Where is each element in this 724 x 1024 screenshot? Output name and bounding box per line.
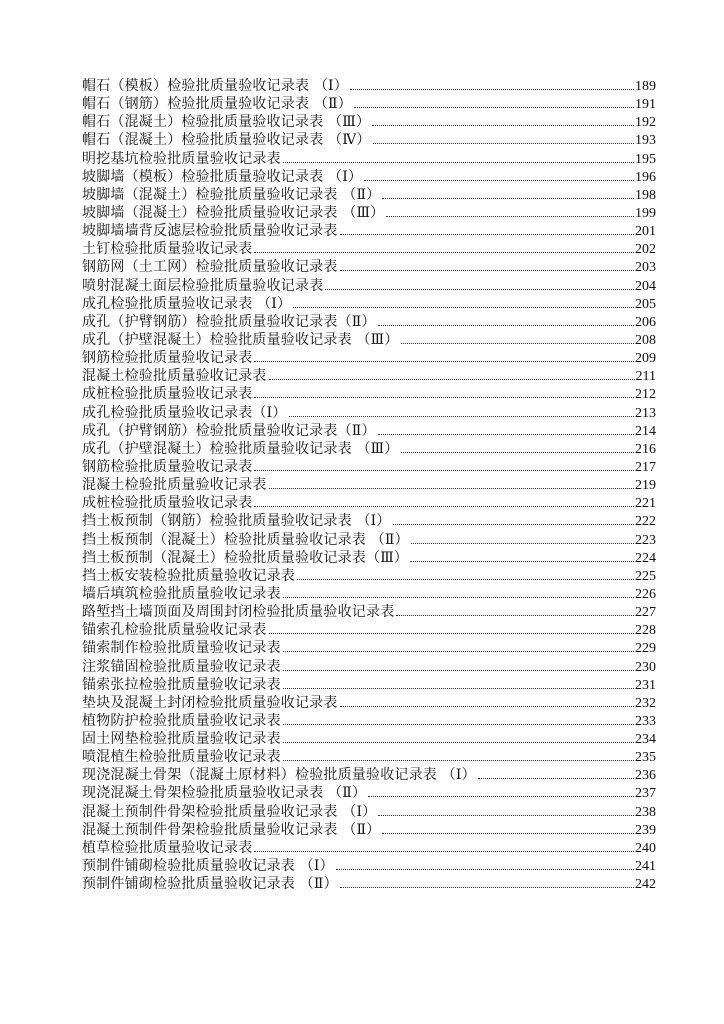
- toc-entry-page-number: 242: [635, 877, 656, 893]
- toc-entry-title: 固土网垫检验批质量验收记录表: [82, 731, 281, 748]
- toc-entry-page-number: 208: [635, 332, 656, 348]
- toc-entry-page-number: 209: [635, 351, 656, 367]
- toc-entry[interactable]: [82, 694, 656, 712]
- dot-leader: [382, 833, 634, 834]
- toc-entry-title: 明挖基坑检验批质量验收记录表: [82, 150, 281, 167]
- toc-entry-page-number: 189: [635, 79, 656, 94]
- toc-entry-page-number: 203: [635, 260, 656, 276]
- toc-entry-page-number: 213: [635, 405, 656, 421]
- dot-leader: [325, 289, 634, 290]
- toc-entry-page-number: 206: [635, 314, 656, 330]
- toc-entry-title: 混凝土检验批质量验收记录表: [82, 477, 267, 494]
- toc-entry-page-number: 234: [635, 732, 656, 748]
- toc-entry-page-number: 204: [635, 278, 656, 294]
- toc-entry-title: 成孔检验批质量验收记录表（Ⅰ）: [82, 404, 287, 421]
- toc-entry-title: 预制件铺砌检验批质量验收记录表 （Ⅰ）: [82, 858, 334, 875]
- dot-leader: [372, 125, 634, 126]
- toc-entry-title: 植物防护检验批质量验收记录表: [82, 712, 281, 729]
- dot-leader: [340, 270, 634, 271]
- toc-entry[interactable]: [82, 567, 656, 585]
- toc-entry-page-number: 217: [635, 459, 656, 475]
- toc-entry-page-number: 226: [635, 586, 656, 602]
- dot-leader: [340, 706, 634, 707]
- toc-entry[interactable]: [82, 422, 656, 440]
- toc-entry-title: 混凝土预制件骨架检验批质量验收记录表 （Ⅱ）: [82, 821, 381, 838]
- toc-entry-title: 锚索张拉检验批质量验收记录表: [82, 676, 281, 693]
- toc-entry[interactable]: [82, 168, 656, 186]
- toc-entry[interactable]: [82, 531, 656, 549]
- dot-leader: [269, 633, 634, 634]
- toc-entry-page-number: 205: [635, 296, 656, 312]
- toc-entry[interactable]: [82, 440, 656, 458]
- toc-entry[interactable]: [82, 748, 656, 766]
- toc-entry[interactable]: [82, 603, 656, 621]
- toc-entry-title: 垫块及混凝土封闭检验批质量验收记录表: [82, 694, 338, 711]
- toc-entry[interactable]: [82, 349, 656, 367]
- dot-leader: [393, 524, 634, 525]
- toc-entry-title: 成桩检验批质量验收记录表: [82, 495, 253, 512]
- dot-leader: [293, 307, 634, 308]
- toc-entry[interactable]: [82, 77, 656, 95]
- toc-entry-title: 坡脚墙（模板）检验批质量验收记录表 （Ⅰ）: [82, 168, 363, 185]
- dot-leader: [283, 688, 634, 689]
- toc-entry[interactable]: [82, 295, 656, 313]
- toc-entry-title: 注浆锚固检验批质量验收记录表: [82, 658, 281, 675]
- toc-entry-title: 钢筋网（土工网）检验批质量验收记录表: [82, 259, 338, 276]
- toc-entry-title: 喷射混凝土面层检验批质量验收记录表: [82, 277, 324, 294]
- toc-entry-page-number: 238: [635, 804, 656, 820]
- toc-entry[interactable]: [82, 131, 656, 149]
- toc-entry[interactable]: [82, 621, 656, 639]
- toc-entry[interactable]: [82, 839, 656, 857]
- toc-entry[interactable]: [82, 204, 656, 222]
- dot-leader: [254, 397, 634, 398]
- dot-leader: [378, 325, 634, 326]
- toc-entry-title: 钢筋检验批质量验收记录表: [82, 458, 253, 475]
- toc-entry-page-number: 214: [635, 423, 656, 439]
- toc-entry-title: 帽石（混凝土）检验批质量验收记录表 （Ⅳ）: [82, 132, 371, 149]
- toc-entry-title: 钢筋检验批质量验收记录表: [82, 350, 253, 367]
- dot-leader: [254, 851, 634, 852]
- dot-leader: [269, 488, 634, 489]
- dot-leader: [478, 778, 634, 779]
- dot-leader: [283, 742, 634, 743]
- toc-entry-page-number: 202: [635, 242, 656, 258]
- toc-entry-title: 混凝土预制件骨架检验批质量验收记录表 （Ⅰ）: [82, 803, 377, 820]
- toc-entry-title: 坡脚墙（混凝土）检验批质量验收记录表 （Ⅱ）: [82, 186, 381, 203]
- toc-entry[interactable]: [82, 494, 656, 512]
- toc-entry[interactable]: [82, 585, 656, 603]
- dot-leader: [354, 107, 634, 108]
- toc-entry[interactable]: [82, 549, 656, 567]
- toc-entry-title: 喷混植生检验批质量验收记录表: [82, 749, 281, 766]
- toc-entry-page-number: 230: [635, 659, 656, 675]
- toc-entry[interactable]: [82, 766, 656, 784]
- toc-entry[interactable]: [82, 313, 656, 331]
- toc-entry[interactable]: [82, 258, 656, 276]
- toc-entry-title: 锚索制作检验批质量验收记录表: [82, 640, 281, 657]
- toc-entry[interactable]: [82, 730, 656, 748]
- toc-entry[interactable]: [82, 676, 656, 694]
- toc-entry[interactable]: [82, 712, 656, 730]
- toc-entry[interactable]: [82, 476, 656, 494]
- toc-entry[interactable]: [82, 367, 656, 385]
- toc-entry[interactable]: [82, 784, 656, 802]
- dot-leader: [350, 89, 634, 90]
- dot-leader: [297, 579, 634, 580]
- dot-leader: [269, 379, 635, 380]
- toc-entry-page-number: 223: [635, 532, 656, 548]
- toc-entry[interactable]: [82, 512, 656, 530]
- toc-entry-title: 挡土板安装检验批质量验收记录表: [82, 567, 295, 584]
- toc-entry-page-number: 199: [635, 205, 656, 221]
- table-of-contents: [82, 77, 656, 893]
- dot-leader: [364, 180, 634, 181]
- toc-entry[interactable]: [82, 875, 656, 893]
- dot-leader: [283, 760, 634, 761]
- toc-entry-page-number: 224: [635, 550, 656, 566]
- toc-entry-title: 成桩检验批质量验收记录表: [82, 386, 253, 403]
- toc-entry[interactable]: [82, 277, 656, 295]
- toc-entry-title: 挡土板预制（混凝土）检验批质量验收记录表 （Ⅱ）: [82, 531, 409, 548]
- toc-entry[interactable]: [82, 458, 656, 476]
- toc-entry-title: 混凝土检验批质量验收记录表: [82, 368, 267, 385]
- dot-leader: [410, 561, 634, 562]
- toc-entry-page-number: 211: [635, 369, 656, 385]
- dot-leader: [373, 143, 634, 144]
- toc-entry-title: 现浇混凝土骨架检验批质量验收记录表 （Ⅱ）: [82, 785, 367, 802]
- toc-entry-page-number: 191: [635, 97, 656, 113]
- toc-entry-title: 成孔检验批质量验收记录表 （Ⅰ）: [82, 295, 292, 312]
- toc-entry-page-number: 232: [635, 695, 656, 711]
- toc-entry[interactable]: [82, 222, 656, 240]
- toc-entry-page-number: 192: [635, 115, 656, 131]
- toc-entry-title: 成孔（护壁混凝土）检验批质量验收记录表 （Ⅲ）: [82, 331, 399, 348]
- toc-entry[interactable]: [82, 95, 656, 113]
- toc-entry-page-number: 227: [635, 605, 656, 621]
- toc-entry-title: 挡土板预制（钢筋）检验批质量验收记录表 （Ⅰ）: [82, 513, 391, 530]
- dot-leader: [336, 869, 634, 870]
- toc-entry-title: 土钉检验批质量验收记录表: [82, 241, 253, 258]
- toc-entry-title: 预制件铺砌检验批质量验收记录表 （Ⅱ）: [82, 876, 338, 893]
- toc-entry-page-number: 198: [635, 187, 656, 203]
- toc-entry-page-number: 193: [635, 133, 656, 149]
- toc-entry[interactable]: [82, 857, 656, 875]
- toc-entry-title: 成孔（护臂钢筋）检验批质量验收记录表（Ⅱ）: [82, 313, 376, 330]
- dot-leader: [254, 506, 634, 507]
- toc-entry-page-number: 233: [635, 713, 656, 729]
- toc-entry-page-number: 236: [635, 768, 656, 784]
- dot-leader: [283, 724, 634, 725]
- toc-entry-page-number: 222: [635, 514, 656, 530]
- toc-entry-title: 锚索孔检验批质量验收记录表: [82, 622, 267, 639]
- toc-entry-title: 坡脚墙（混凝土）检验批质量验收记录表 （Ⅲ）: [82, 204, 385, 221]
- dot-leader: [368, 796, 634, 797]
- toc-entry-page-number: 216: [635, 441, 656, 457]
- toc-entry-page-number: 240: [635, 840, 656, 856]
- dot-leader: [401, 452, 634, 453]
- dot-leader: [283, 670, 634, 671]
- dot-leader: [378, 434, 634, 435]
- toc-entry[interactable]: [82, 404, 656, 422]
- toc-entry[interactable]: [82, 658, 656, 676]
- toc-entry-page-number: 231: [635, 677, 656, 693]
- dot-leader: [289, 416, 634, 417]
- dot-leader: [401, 343, 634, 344]
- toc-entry-page-number: 225: [635, 568, 656, 584]
- toc-entry-title: 墙后填筑检验批质量验收记录表: [82, 585, 281, 602]
- toc-entry-title: 成孔（护臂钢筋）检验批质量验收记录表（Ⅱ）: [82, 422, 376, 439]
- toc-entry-title: 帽石（钢筋）检验批质量验收记录表 （Ⅱ）: [82, 96, 352, 113]
- toc-entry-page-number: 239: [635, 822, 656, 838]
- toc-entry-page-number: 196: [635, 169, 656, 185]
- toc-entry-page-number: 221: [635, 496, 656, 512]
- dot-leader: [254, 361, 634, 362]
- toc-entry-page-number: 201: [635, 224, 656, 240]
- toc-entry-title: 植草检验批质量验收记录表: [82, 839, 253, 856]
- toc-entry-page-number: 237: [635, 786, 656, 802]
- dot-leader: [340, 887, 634, 888]
- toc-entry[interactable]: [82, 150, 656, 168]
- toc-entry[interactable]: [82, 385, 656, 403]
- toc-entry-title: 现浇混凝土骨架（混凝土原材料）检验批质量验收记录表 （Ⅰ）: [82, 767, 476, 784]
- dot-leader: [254, 470, 634, 471]
- dot-leader: [382, 198, 634, 199]
- toc-entry[interactable]: [82, 240, 656, 258]
- toc-entry-title: 路堑挡土墙顶面及周围封闭检验批质量验收记录表: [82, 604, 395, 621]
- dot-leader: [386, 216, 634, 217]
- toc-entry-page-number: 228: [635, 623, 656, 639]
- toc-entry-page-number: 235: [635, 750, 656, 766]
- toc-entry-title: 成孔（护壁混凝土）检验批质量验收记录表 （Ⅲ）: [82, 440, 399, 457]
- toc-entry[interactable]: [82, 803, 656, 821]
- toc-entry[interactable]: [82, 821, 656, 839]
- dot-leader: [340, 234, 634, 235]
- dot-leader: [283, 651, 634, 652]
- dot-leader: [378, 815, 634, 816]
- toc-entry-page-number: 241: [635, 859, 656, 875]
- dot-leader: [254, 252, 634, 253]
- toc-entry[interactable]: [82, 639, 656, 657]
- toc-entry[interactable]: [82, 113, 656, 131]
- toc-entry-title: 帽石（混凝土）检验批质量验收记录表 （Ⅲ）: [82, 114, 371, 131]
- dot-leader: [283, 597, 634, 598]
- toc-entry-page-number: 212: [635, 387, 656, 403]
- dot-leader: [283, 162, 634, 163]
- toc-entry[interactable]: [82, 331, 656, 349]
- toc-entry-title: 帽石（模板）检验批质量验收记录表 （Ⅰ）: [82, 78, 348, 94]
- toc-entry-title: 坡脚墙墙背反滤层检验批质量验收记录表: [82, 223, 338, 240]
- dot-leader: [411, 543, 634, 544]
- toc-entry-page-number: 229: [635, 641, 656, 657]
- toc-entry-page-number: 195: [635, 151, 656, 167]
- toc-entry[interactable]: [82, 186, 656, 204]
- toc-entry-title: 挡土板预制（混凝土）检验批质量验收记录表（Ⅲ）: [82, 549, 409, 566]
- dot-leader: [396, 615, 634, 616]
- toc-entry-page-number: 219: [635, 478, 656, 494]
